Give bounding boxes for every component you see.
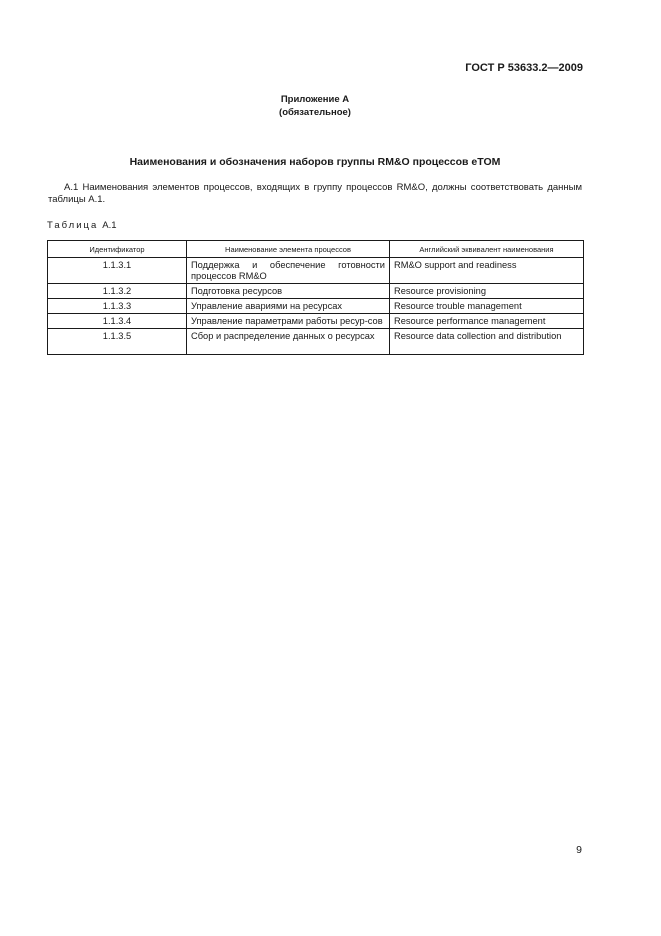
table-row — [48, 329, 584, 355]
appendix-heading — [0, 93, 630, 119]
cell-process-name: Поддержка и обеспечение готовности процессов RM&O — [187, 258, 390, 284]
section-title: Наименования и обозначения наборов группы RM&O процессов eTOM — [129, 156, 501, 168]
table-row — [48, 284, 584, 299]
header-english-equivalent: Английский эквивалент наименования — [390, 241, 584, 258]
document-code: ГОСТ Р 53633.2—2009 — [465, 62, 583, 74]
intro-paragraph: А.1 Наименования элементов процессов, входящих в группу процессов RM&O, должны соответствовать данным таблицы А.1. — [48, 182, 582, 205]
cell-identifier: 1.1.3.4 — [48, 314, 187, 329]
cell-process-name: Сбор и распределение данных о ресурсах — [187, 329, 390, 355]
table-caption-number: А.1 — [102, 220, 117, 231]
table-caption-label: Таблица — [47, 220, 99, 231]
cell-english-name: Resource performance management — [390, 314, 584, 329]
cell-process-name: Управление авариями на ресурсах — [187, 299, 390, 314]
processes-table — [47, 240, 584, 355]
appendix-status: (обязательное) — [279, 107, 351, 118]
table-row — [48, 299, 584, 314]
cell-english-name: RM&O support and readiness — [390, 258, 584, 284]
cell-english-name: Resource data collection and distribution — [390, 329, 584, 355]
cell-identifier: 1.1.3.1 — [48, 258, 187, 284]
cell-process-name: Подготовка ресурсов — [187, 284, 390, 299]
table-header-row — [48, 241, 584, 258]
cell-identifier: 1.1.3.3 — [48, 299, 187, 314]
cell-identifier: 1.1.3.2 — [48, 284, 187, 299]
header-process-name: Наименование элемента процессов — [187, 241, 390, 258]
table-row — [48, 314, 584, 329]
header-identifier: Идентификатор — [48, 241, 187, 258]
table-row — [48, 258, 584, 284]
cell-english-name: Resource trouble management — [390, 299, 584, 314]
appendix-title: Приложение А — [280, 94, 350, 105]
cell-process-name: Управление параметрами работы ресур-сов — [187, 314, 390, 329]
page-number: 9 — [576, 844, 582, 856]
table-caption — [47, 220, 117, 231]
cell-english-name: Resource provisioning — [390, 284, 584, 299]
cell-identifier: 1.1.3.5 — [48, 329, 187, 355]
